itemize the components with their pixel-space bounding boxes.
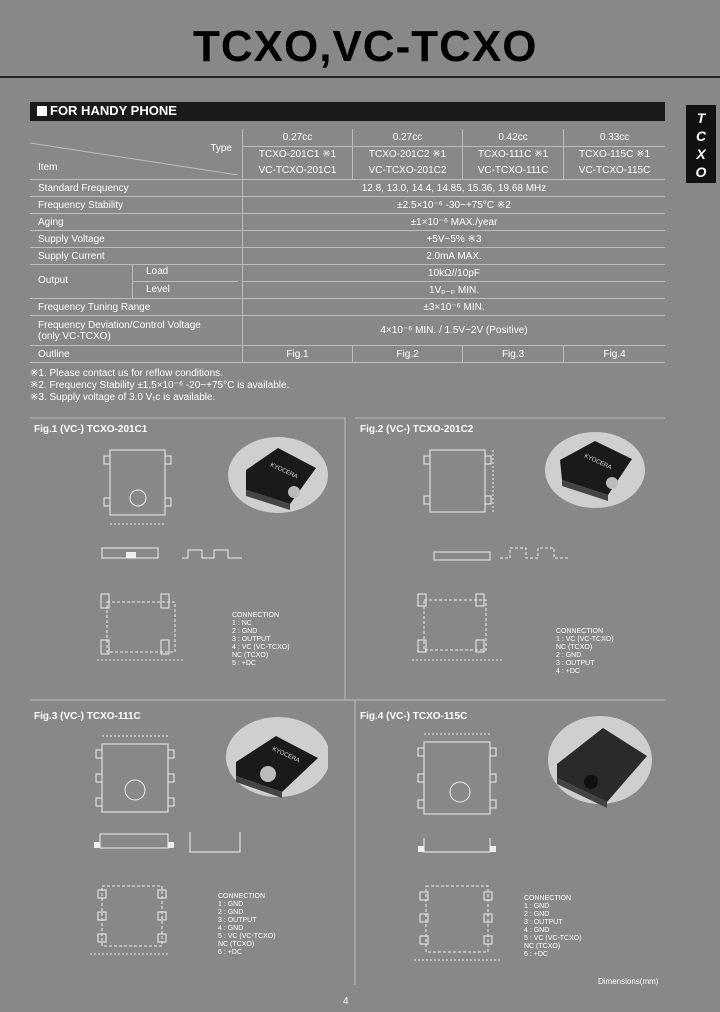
fig1-side-view (98, 542, 258, 566)
page-title: TCXO,VC-TCXO (193, 22, 538, 71)
fig3-title: Fig.3 (VC-) TCXO-111C (34, 711, 141, 722)
col-name: TCXO-115C ※1 (564, 146, 665, 163)
connection-pin: 6 : +DC (218, 949, 242, 956)
row-value: +5V~5% ※3 (243, 231, 666, 248)
row-label: Outline (30, 346, 243, 363)
connection-pin: 1 : VC (VC-TCXO) (556, 636, 614, 643)
col-size: 0.27cc (353, 129, 463, 146)
connection-pin: 4 : GND (524, 927, 550, 934)
col-name: TCXO-201C1 ※1 (243, 146, 353, 163)
col-name-vc: VC-TCXO-115C (564, 163, 665, 180)
connection-pin: NC (TCXO) (524, 943, 561, 950)
connection-pin: 3 : OUTPUT (556, 660, 595, 667)
outline-fig: Fig.4 (564, 346, 665, 363)
connection-title: CONNECTION (218, 893, 266, 900)
connection-pin: NC (TCXO) (556, 644, 593, 651)
footnote: ※3. Supply voltage of 3.0 Vₜc is available. (30, 392, 216, 403)
row-value: ±3×10⁻⁶ MIN. (243, 299, 666, 316)
fig1-title: Fig.1 (VC-) TCXO-201C1 (34, 424, 148, 435)
page-number: 4 (343, 996, 349, 1007)
row-value: 10kΩ//10pF (243, 265, 666, 282)
connection-pin: 4 : GND (218, 925, 244, 932)
fig4-title: Fig.4 (VC-) TCXO-115C (360, 711, 468, 722)
connection-pin: 4 : +DC (556, 668, 580, 675)
row-label: Frequency Tuning Range (30, 299, 243, 316)
connection-pin: 2 : GND (218, 909, 244, 916)
outline-fig: Fig.3 (463, 346, 564, 363)
fig2-connection (556, 628, 614, 676)
connection-pin: 2 : GND (524, 911, 550, 918)
sub-label: Load (146, 266, 169, 277)
fig2-title: Fig.2 (VC-) TCXO-201C2 (360, 424, 474, 435)
col-name-vc: VC-TCXO-111C (463, 163, 564, 180)
col-size: 0.27cc (243, 129, 353, 146)
connection-pin: 1 : GND (218, 901, 244, 908)
connection-pin: 3 : OUTPUT (232, 636, 271, 643)
fig4-connection (524, 895, 582, 959)
fig1-product-photo (218, 430, 328, 520)
fig4-pad-layout (410, 880, 510, 965)
sub-label: Level (146, 284, 170, 295)
fig3-pad-layout (90, 880, 180, 960)
fig4-top-view (410, 728, 510, 823)
connection-pin: 6 : +DC (524, 951, 548, 958)
connection-pin: 2 : GND (232, 628, 258, 635)
connection-pin: 5 : VC (VC-TCXO) (524, 935, 582, 942)
fig1-pad-layout (95, 590, 195, 665)
row-value: ±1×10⁻⁶ MAX./year (243, 214, 666, 231)
section-header-label: FOR HANDY PHONE (50, 103, 177, 118)
side-tab-letter: C (695, 128, 707, 144)
row-label: (only VC-TCXO) (38, 330, 111, 342)
type-label: Type (210, 143, 232, 154)
svg-text:KYOCERA: KYOCERA (583, 453, 613, 472)
connection-title: CONNECTION (232, 612, 280, 619)
svg-text:KYOCERA: KYOCERA (271, 746, 301, 765)
side-tab-letter: O (695, 164, 707, 180)
fig2-pad-layout (410, 590, 510, 665)
connection-pin: 1 : NC (232, 620, 252, 627)
col-size: 0.42cc (463, 129, 564, 146)
outline-fig: Fig.1 (243, 346, 353, 363)
fig3-connection (218, 893, 276, 957)
svg-text:KYOCERA: KYOCERA (269, 462, 299, 481)
side-tab-letter: T (696, 110, 706, 126)
col-name-vc: VC-TCXO-201C1 (243, 163, 353, 180)
row-label: Frequency Deviation/Control Voltage (38, 319, 201, 331)
fig1-top-view (90, 440, 190, 530)
fig2-top-view (420, 442, 500, 522)
side-tab-letter: X (696, 146, 706, 162)
connection-pin: 1 : GND (524, 903, 550, 910)
outline-fig: Fig.2 (353, 346, 463, 363)
connection-pin: NC (TCXO) (232, 652, 269, 659)
row-label: Output (38, 275, 69, 286)
row-label: Supply Current (30, 248, 243, 265)
col-size: 0.33cc (564, 129, 665, 146)
row-value: 2.0mA MAX. (243, 248, 666, 265)
col-name: TCXO-201C2 ※1 (353, 146, 463, 163)
fig4-product-photo (545, 712, 655, 812)
dimensions-unit: Dimensions(mm) (598, 977, 659, 986)
item-label: Item (38, 162, 58, 173)
connection-pin: 4 : VC (VC-TCXO) (232, 644, 290, 651)
connection-pin: 5 : VC (VC-TCXO) (218, 933, 276, 940)
footnote: ※2. Frequency Stability ±1.5×10⁻⁶ -20~+75°C is available. (30, 380, 290, 391)
fig3-side-view (90, 828, 250, 858)
row-value: ±2.5×10⁻⁶ -30~+75°C ※2 (243, 197, 666, 214)
row-label: Supply Voltage (30, 231, 243, 248)
row-value: 12.8, 13.0, 14.4, 14.85, 15.36, 19.68 MHz (243, 180, 666, 197)
connection-pin: 3 : OUTPUT (524, 919, 563, 926)
row-label: Aging (30, 214, 243, 231)
col-name-vc: VC-TCXO-201C2 (353, 163, 463, 180)
connection-pin: NC (TCXO) (218, 941, 255, 948)
row-label: Frequency Stability (30, 197, 243, 214)
connection-pin: 2 : GND (556, 652, 582, 659)
row-label: Standard Frequency (30, 180, 243, 197)
fig3-top-view (90, 728, 190, 818)
fig4-side-view (410, 832, 520, 862)
footnote: ※1. Please contact us for reflow conditions. (30, 368, 223, 379)
row-value: 4×10⁻⁶ MIN. / 1.5V~2V (Positive) (243, 316, 666, 346)
fig2-product-photo (540, 425, 650, 515)
connection-title: CONNECTION (524, 895, 572, 902)
col-name: TCXO-111C ※1 (463, 146, 564, 163)
fig3-product-photo (218, 712, 328, 802)
fig2-side-view (430, 540, 610, 570)
row-value: 1Vₚ₋ₚ MIN. (243, 282, 666, 299)
connection-pin: 3 : OUTPUT (218, 917, 257, 924)
fig1-connection (232, 612, 290, 668)
connection-pin: 5 : +DC (232, 660, 256, 667)
connection-title: CONNECTION (556, 628, 604, 635)
